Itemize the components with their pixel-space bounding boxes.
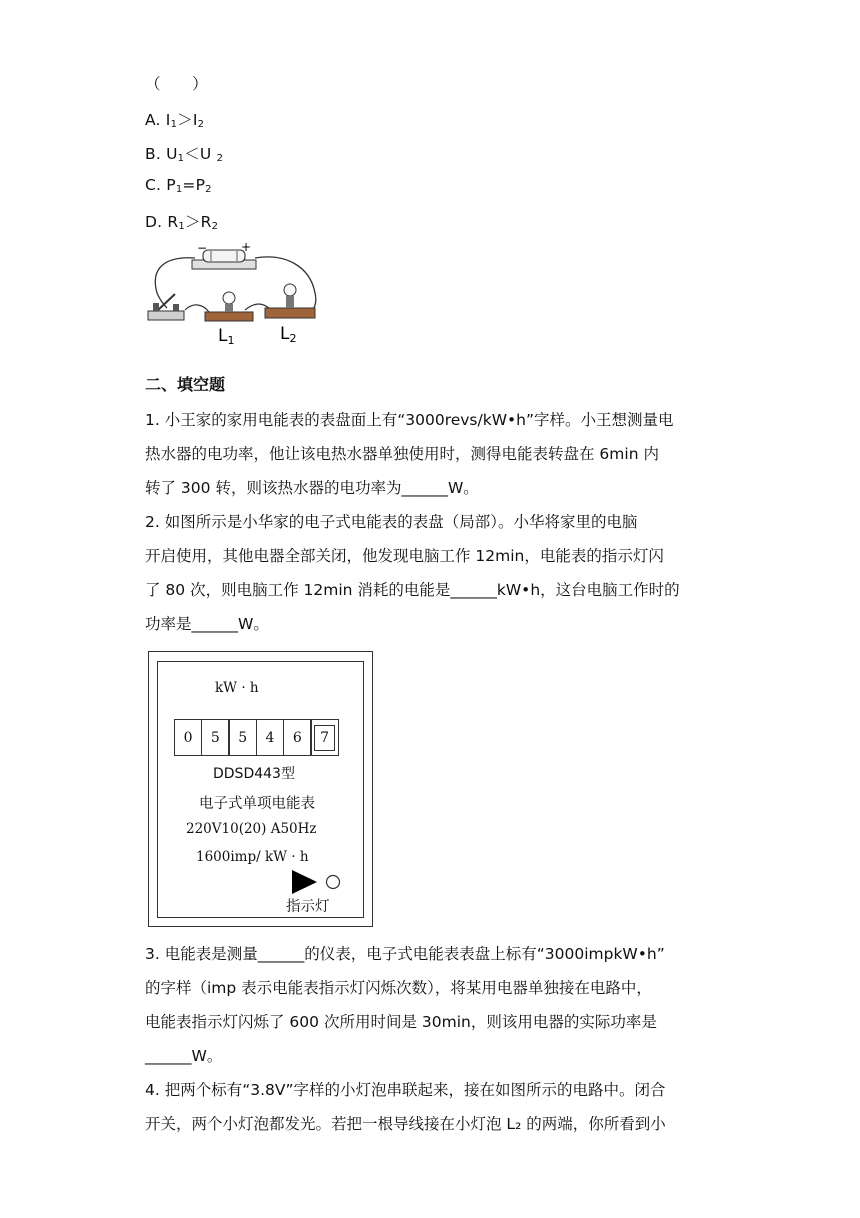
question-3: [145, 937, 715, 1073]
option-var: P: [166, 176, 176, 194]
option-op: ＜: [184, 145, 200, 163]
question-2-line: 开启使用，其他电器全部关闭，他发现电脑工作 12min，电能表的指示灯闪: [145, 547, 664, 565]
option-sub: 2: [197, 119, 205, 130]
indicator-arrow-icon: [290, 869, 346, 895]
question-4-line: 开关，两个小灯泡都发光。若把一根导线接在小灯泡 L₂ 的两端，你所看到小: [145, 1115, 666, 1133]
option-letter: D.: [145, 213, 168, 231]
lamp-l1-label: L: [218, 326, 228, 346]
option-sub: 1: [170, 119, 178, 130]
section-heading: 二、填空题: [145, 375, 226, 394]
option-var: U: [166, 145, 178, 163]
question-4: [145, 1073, 715, 1141]
energy-meter-panel: [157, 661, 364, 918]
option-var: I: [192, 111, 198, 129]
lamp-l2-label: L: [280, 324, 290, 344]
option-letter: B.: [145, 145, 167, 163]
option-c[interactable]: [145, 176, 212, 195]
meter-digit: 0: [174, 719, 203, 756]
indicator-label: 指示灯: [286, 899, 330, 915]
option-op: =: [182, 176, 196, 194]
question-3-line: 3. 电能表是测量______的仪表，电子式电能表表盘上标有“3000impkW•h”: [145, 945, 665, 963]
question-3-line: ______W。: [145, 1047, 223, 1065]
svg-text:L2: [280, 324, 296, 345]
option-letter: A.: [145, 111, 166, 129]
battery-plus-label: +: [241, 240, 252, 254]
question-2-line: 功率是______W。: [145, 615, 269, 633]
meter-digit: 7: [314, 725, 335, 751]
meter-constant: 1600imp/ kW · h: [196, 849, 309, 865]
meter-digits: [175, 719, 339, 756]
option-var: R: [200, 213, 212, 231]
lamp-l2-sub: 2: [289, 332, 297, 345]
meter-digit-last: [310, 719, 339, 756]
question-1-line: 热水器的电功率，他让该电热水器单独使用时，测得电能表转盘在 6min 内: [145, 445, 659, 463]
option-op: ＞: [184, 213, 201, 231]
question-3-line: 的字样（imp 表示电能表指示灯闪烁次数），将某用电器单独接在电路中，: [145, 979, 652, 997]
meter-name: 电子式单项电能表: [199, 796, 315, 812]
option-sub: 1: [177, 153, 185, 164]
lamp-l1-sub: 1: [227, 334, 235, 346]
meter-unit: kW · h: [215, 680, 259, 696]
battery-minus-label: −: [197, 241, 208, 255]
question-2: [145, 505, 715, 641]
option-b[interactable]: [145, 142, 223, 164]
circuit-figure: [145, 238, 325, 346]
option-d[interactable]: [145, 210, 218, 232]
svg-text:L1: [218, 326, 234, 346]
meter-digit: 6: [283, 719, 312, 756]
meter-rating: 220V10(20) A50Hz: [186, 821, 317, 837]
option-sub: 2: [216, 153, 224, 164]
option-var: U: [199, 145, 217, 163]
energy-meter-figure: [148, 651, 373, 927]
option-sub: 1: [178, 221, 185, 232]
meter-digit: 5: [228, 719, 257, 756]
meter-model: DDSD443型: [213, 766, 295, 782]
question-1: [145, 403, 715, 505]
option-letter: C.: [145, 176, 167, 194]
question-1-line: 转了 300 转，则该热水器的电功率为______W。: [145, 479, 479, 497]
option-var: R: [167, 213, 179, 231]
option-a[interactable]: [145, 108, 204, 130]
option-sub: 2: [211, 221, 219, 232]
option-sub: 1: [175, 184, 183, 195]
question-2-line: 2. 如图所示是小华家的电子式电能表的表盘（局部）。小华将家里的电脑: [145, 513, 638, 531]
question-1-line: 1. 小王家的家用电能表的表盘面上有“3000revs/kW•h”字样。小王想测量电: [145, 411, 674, 429]
question-paren: （ ）: [145, 75, 208, 93]
option-var: I: [165, 111, 171, 129]
question-3-line: 电能表指示灯闪烁了 600 次所用时间是 30min，则该用电器的实际功率是: [145, 1013, 657, 1031]
question-4-line: 4. 把两个标有“3.8V”字样的小灯泡串联起来，接在如图所示的电路中。闭合: [145, 1081, 666, 1099]
meter-digit: 5: [201, 719, 230, 756]
option-op: ＞: [177, 111, 193, 129]
question-2-line: 了 80 次，则电脑工作 12min 消耗的电能是______kW•h，这台电脑工作时的: [145, 581, 680, 599]
option-var: P: [195, 176, 206, 194]
meter-digit: 4: [256, 719, 285, 756]
option-sub: 2: [205, 184, 212, 195]
